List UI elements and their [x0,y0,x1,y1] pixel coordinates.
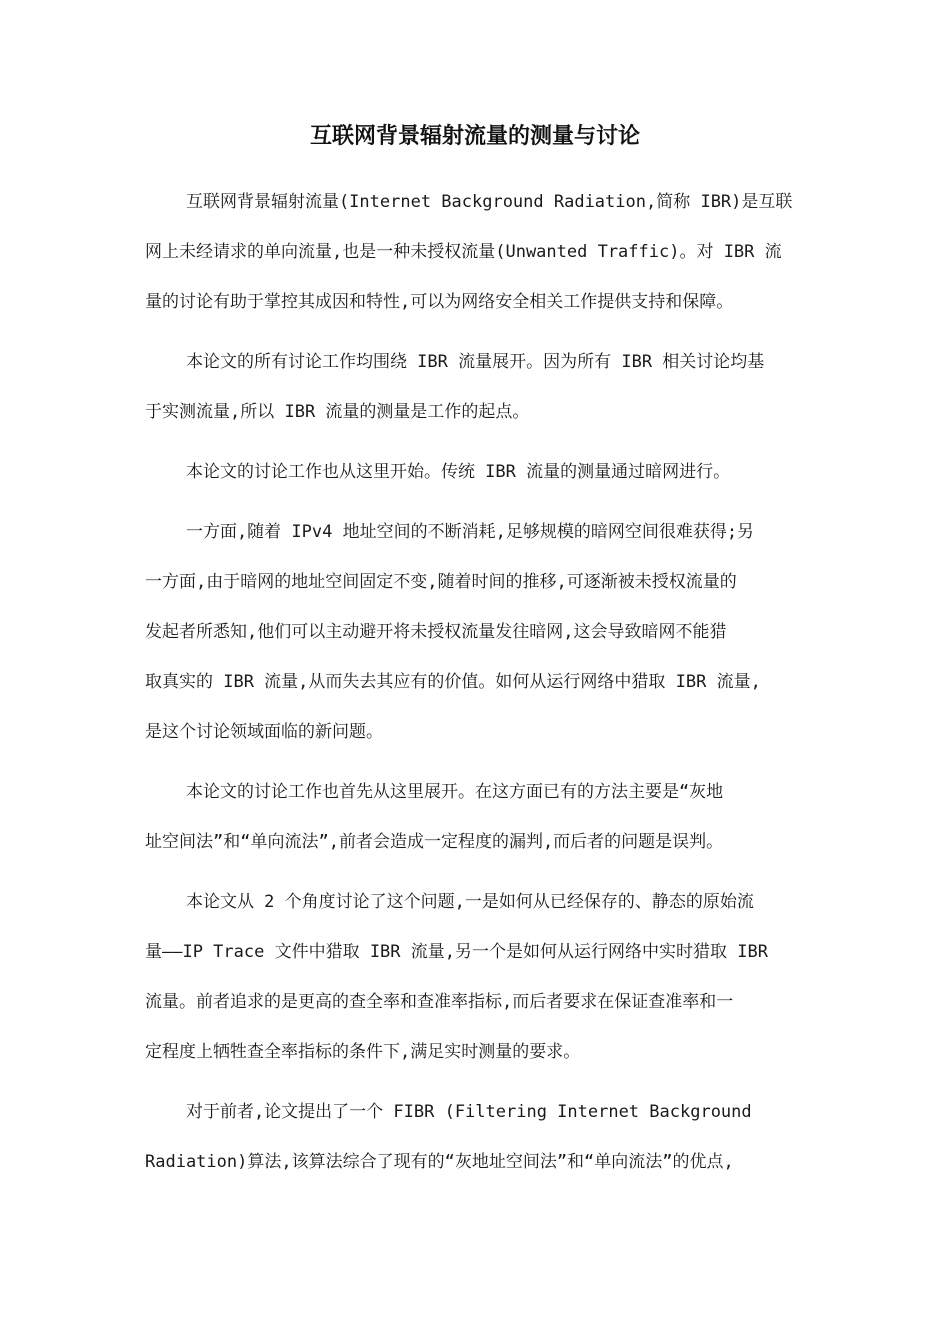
text-line: 流量。前者追求的是更高的查全率和查准率指标,而后者要求在保证查准率和一 [145,992,734,1012]
text-line: 是这个讨论领域面临的新问题。 [145,722,383,742]
text-line: 量——IP Trace 文件中猎取 IBR 流量,另一个是如何从运行网络中实时猎取 IBR [145,942,768,962]
paragraph [145,516,810,766]
text-line: 址空间法”和“单向流法”,前者会造成一定程度的漏判,而后者的问题是误判。 [145,832,724,852]
text-line: 定程度上牺牲查全率指标的条件下,满足实时测量的要求。 [145,1042,581,1062]
text-line: 网上未经请求的单向流量,也是一种未授权流量(Unwanted Traffic)。对 IBR 流 [145,242,782,262]
document-title: 互联网背景辐射流量的测量与讨论 [309,124,640,149]
paragraph [145,776,810,876]
text-line: 于实测流量,所以 IBR 流量的测量是工作的起点。 [145,402,530,422]
text-line: 本论文的讨论工作也首先从这里展开。在这方面已有的方法主要是“灰地 [145,782,724,802]
paragraph [145,886,810,1086]
text-line: 本论文从 2 个角度讨论了这个问题,一是如何从已经保存的、静态的原始流 [145,892,754,912]
paragraph [145,1096,810,1196]
text-line: Radiation)算法,该算法综合了现有的“灰地址空间法”和“单向流法”的优点, [145,1152,734,1172]
paragraph [145,186,810,336]
text-line: 互联网背景辐射流量(Internet Background Radiation,简称 IBR)是互联 [145,192,793,212]
text-line: 量的讨论有助于掌控其成因和特性,可以为网络安全相关工作提供支持和保障。 [145,292,734,312]
text-line: 对于前者,论文提出了一个 FIBR (Filtering Internet Background [145,1102,752,1122]
text-line: 取真实的 IBR 流量,从而失去其应有的价值。如何从运行网络中猎取 IBR 流量, [145,672,761,692]
paragraph [145,456,810,506]
paragraph [145,346,810,446]
text-line: 本论文的所有讨论工作均围绕 IBR 流量展开。因为所有 IBR 相关讨论均基 [145,352,765,372]
text-line: 一方面,随着 IPv4 地址空间的不断消耗,足够规模的暗网空间很难获得;另 [145,522,755,542]
document-body [145,186,810,1196]
text-line: 发起者所悉知,他们可以主动避开将未授权流量发往暗网,这会导致暗网不能猎 [145,622,727,642]
text-line: 本论文的讨论工作也从这里开始。传统 IBR 流量的测量通过暗网进行。 [145,462,731,482]
text-line: 一方面,由于暗网的地址空间固定不变,随着时间的推移,可逐渐被未授权流量的 [145,572,737,592]
